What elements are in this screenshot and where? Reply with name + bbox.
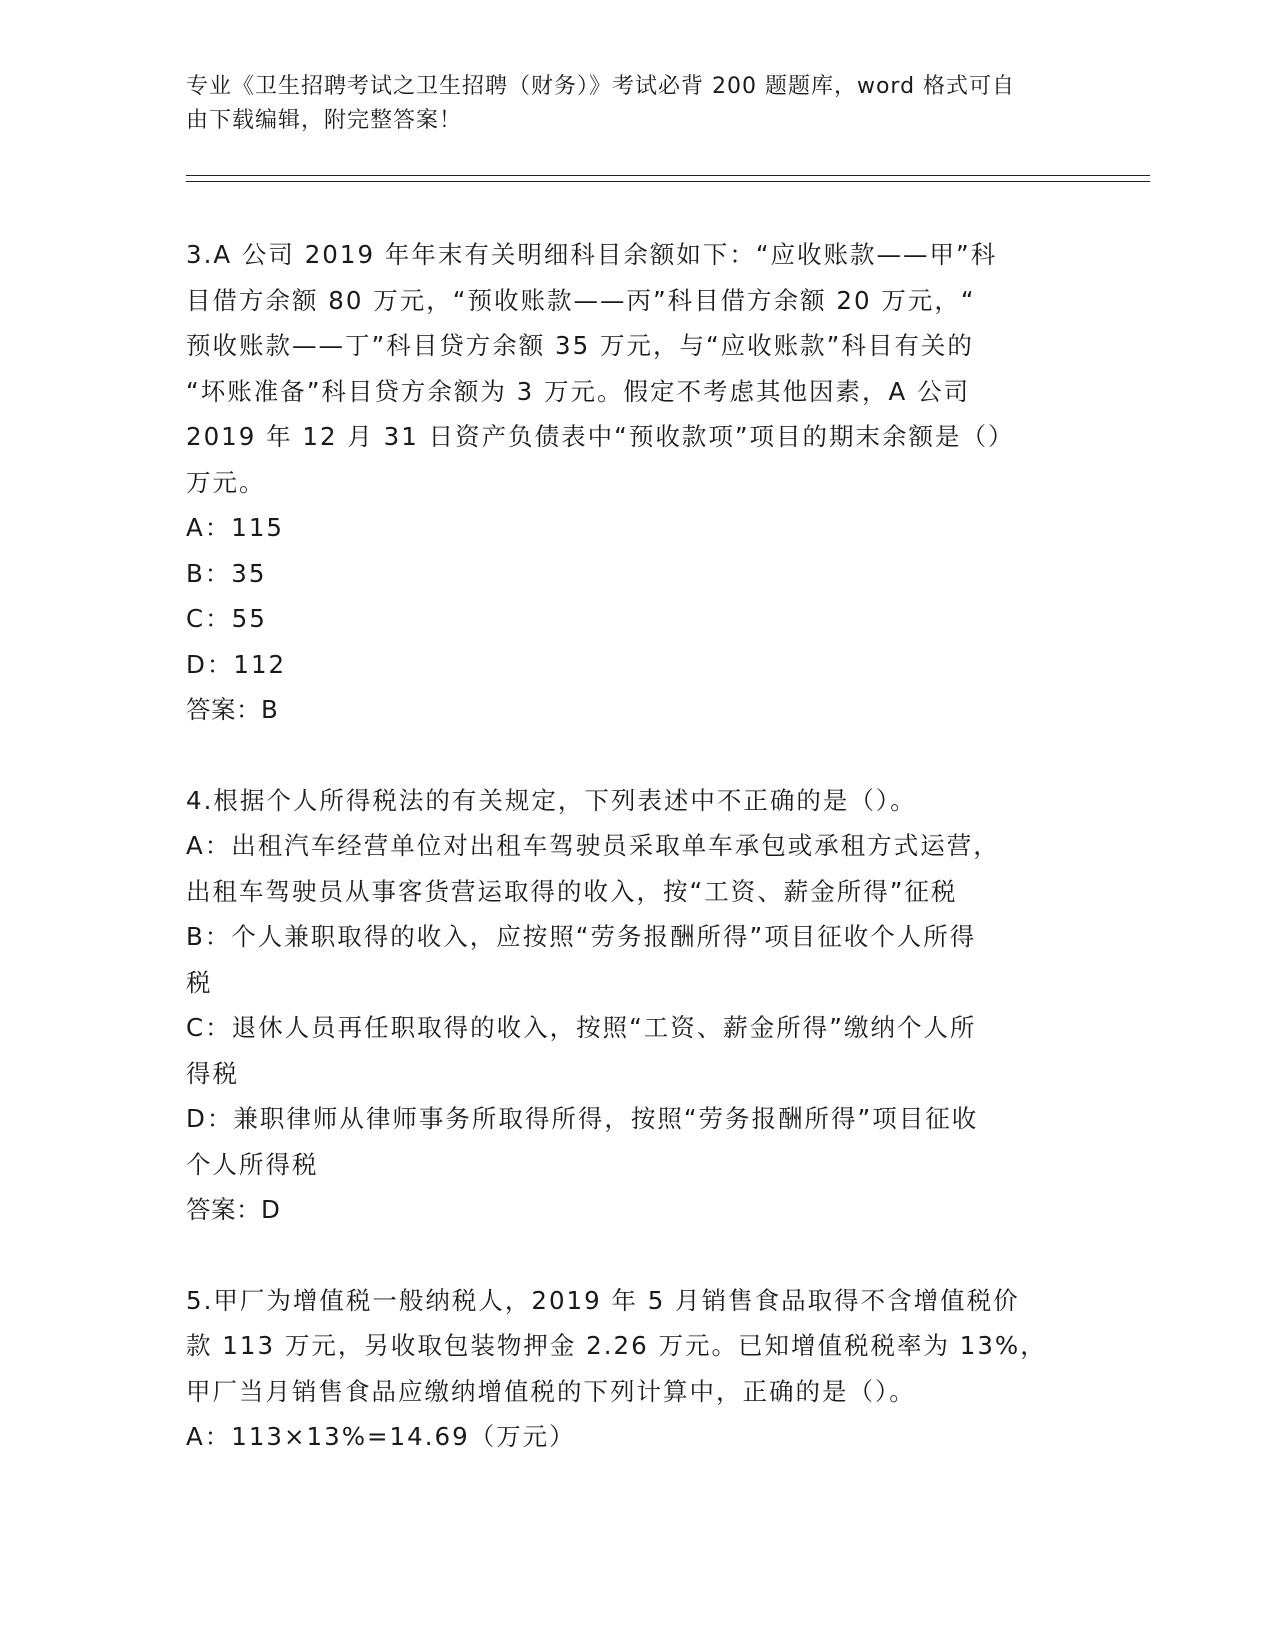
header-line: 由下载编辑，附完整答案！ (186, 108, 463, 133)
question-stem-line: 4.根据个人所得税法的有关规定，下列表述中不正确的是（）。 (186, 785, 917, 815)
option-a: A：出租汽车经营单位对出租车驾驶员采取单车承包或承租方式运营， (186, 831, 1000, 860)
question-3 (186, 232, 1066, 733)
question-stem-line: 款 113 万元，另收取包装物押金 2.26 万元。已知增值税税率为 13%， (186, 1331, 1047, 1360)
option-d-continued: 个人所得税 (186, 1149, 319, 1179)
document-header (186, 70, 1066, 138)
option-d: D：112 (186, 649, 287, 679)
answer-label: 答案：B (186, 695, 279, 724)
option-c: C：55 (186, 604, 267, 633)
option-a-continued: 出租车驾驶员从事客货营运取得的收入，按“工资、薪金所得”征税 (186, 876, 958, 906)
question-stem-line: 2019 年 12 月 31 日资产负债表中“预收款项”项目的期末余额是（） (186, 422, 1015, 451)
question-4 (186, 778, 1066, 1233)
answer-label: 答案：D (186, 1195, 281, 1224)
option-a: A：113×13%=14.69（万元） (186, 1422, 576, 1451)
header-line: 专业《卫生招聘考试之卫生招聘（财务）》考试必背 200 题题库，word 格式可自 (186, 74, 1016, 99)
option-d: D：兼职律师从律师事务所取得所得，按照“劳务报酬所得”项目征收 (186, 1104, 979, 1133)
option-a: A：115 (186, 513, 285, 542)
question-stem-line: 预收账款——丁”科目贷方余额 35 万元，与“应收账款”科目有关的 (186, 331, 974, 360)
header-divider-bottom (186, 181, 1150, 182)
header-divider-top (186, 175, 1150, 176)
option-c-continued: 得税 (186, 1058, 239, 1088)
question-stem-line: 万元。 (186, 467, 266, 497)
option-b: B：35 (186, 558, 267, 588)
question-5 (186, 1278, 1066, 1460)
question-stem-line: 5.甲厂为增值税一般纳税人，2019 年 5 月销售食品取得不含增值税价 (186, 1285, 1020, 1315)
question-stem-line: 目借方余额 80 万元，“预收账款——丙”科目借方余额 20 万元，“ (186, 285, 976, 315)
question-stem-line: 甲厂当月销售食品应缴纳增值税的下列计算中，正确的是（）。 (186, 1376, 916, 1406)
question-list (186, 232, 1066, 1505)
question-stem-line: 3.A 公司 2019 年年末有关明细科目余额如下：“应收账款——甲”科 (186, 240, 998, 269)
question-stem-line: “坏账准备”科目贷方余额为 3 万元。假定不考虑其他因素，A 公司 (186, 376, 971, 406)
option-b: B：个人兼职取得的收入，应按照“劳务报酬所得”项目征收个人所得 (186, 922, 977, 951)
option-c: C：退休人员再任职取得的收入，按照“工资、薪金所得”缴纳个人所 (186, 1013, 977, 1042)
option-b-continued: 税 (186, 967, 213, 997)
